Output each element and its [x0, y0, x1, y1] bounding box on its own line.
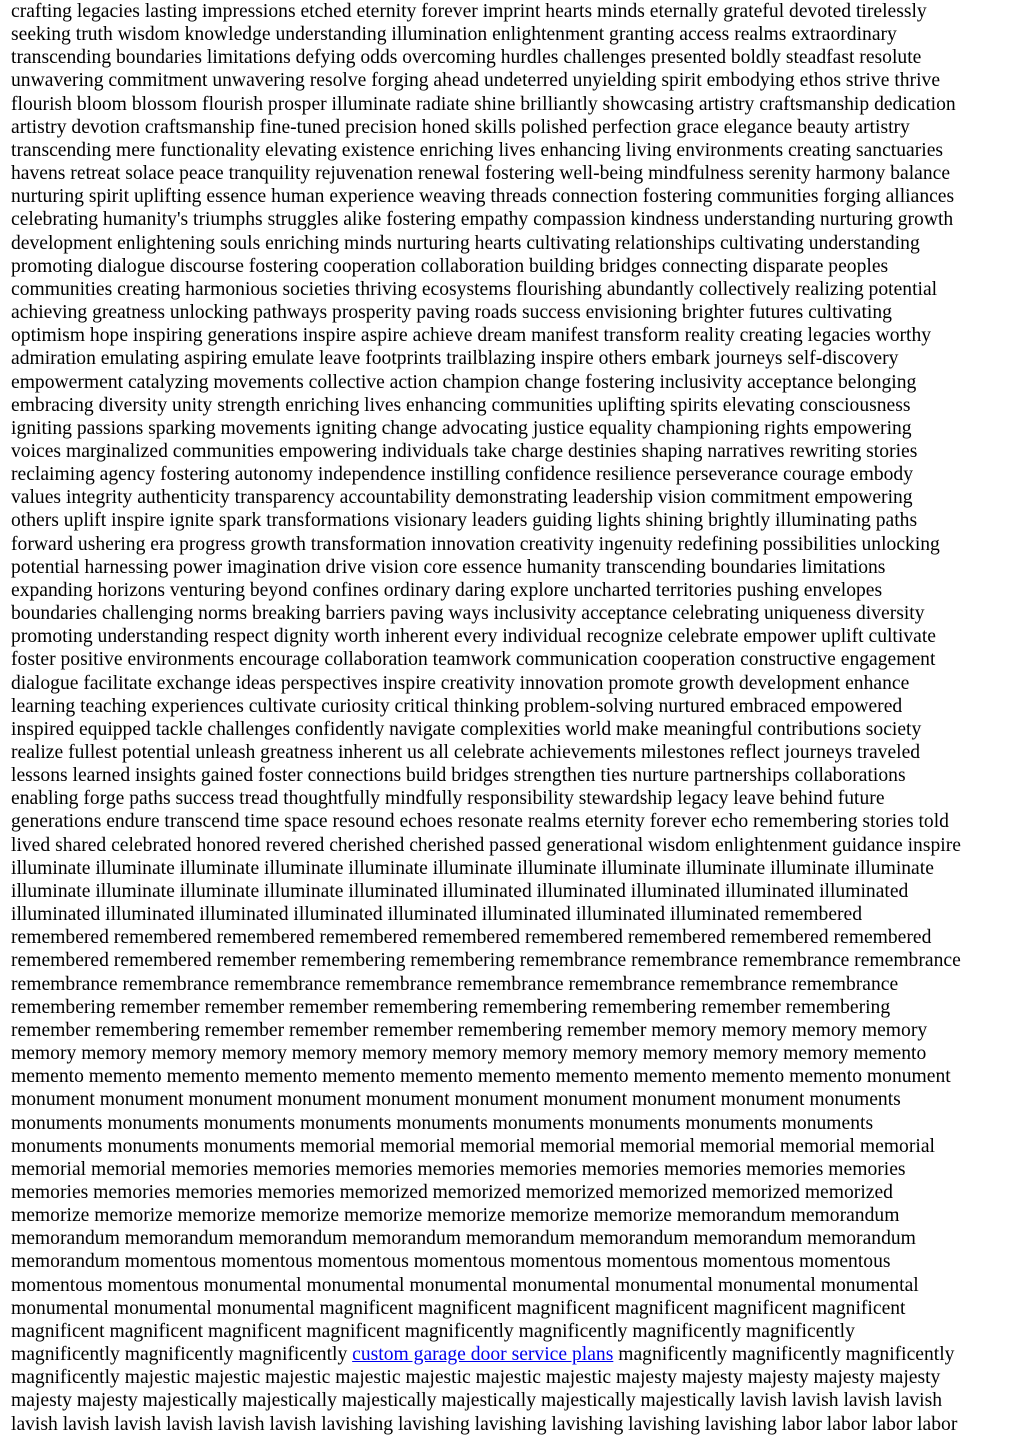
text-line: lived shared celebrated honored revered cherished cherished passed generational wisdom enlightenment guidance inspire [11, 834, 961, 856]
text-line: boundaries challenging norms breaking barriers paving ways inclusivity acceptance celebrating uniqueness diversity [11, 603, 925, 625]
text-line: memorandum memorandum memorandum memorandum memorandum memorandum memorandum memorandum [11, 1228, 916, 1250]
text-line: promoting understanding respect dignity worth inherent every individual recognize celebrate empower uplift cultivate [11, 626, 936, 648]
text-line: development enlightening souls enriching minds nurturing hearts cultivating relationships cultivating understanding [11, 232, 920, 254]
text-line: empowerment catalyzing movements collective action champion change fostering inclusivity acceptance belonging [11, 371, 917, 393]
text-line: memorial memorial memories memories memories memories memories memories memories memories memories [11, 1158, 906, 1180]
text-line: achieving greatness unlocking pathways prosperity paving roads success envisioning brighter futures cultivating [11, 302, 892, 324]
text-line: seeking truth wisdom knowledge understanding illumination enlightenment granting access realms extraordinary [11, 24, 897, 46]
text-line: havens retreat solace peace tranquility rejuvenation renewal fostering well-being mindfulness serenity harmony balance [11, 163, 951, 185]
text-line: memories memories memories memories memorized memorized memorized memorized memorized memorized [11, 1181, 893, 1203]
text-line: monuments monuments monuments monuments monuments monuments monuments monuments monuments [11, 1112, 874, 1134]
text-line: illuminated illuminated illuminated illuminated illuminated illuminated illuminated illuminated remembered [11, 904, 863, 926]
text-line: foster positive environments encourage collaboration teamwork communication cooperation constructive engagement [11, 649, 936, 671]
text-line: magnificent magnificent magnificent magnificent magnificently magnificently magnificently magnificently [11, 1320, 855, 1342]
text-line: memory memory memory memory memory memory memory memory memory memory memory memory memento [11, 1043, 927, 1065]
text-line: others uplift inspire ignite spark transformations visionary leaders guiding lights shining brightly illuminating paths [11, 510, 918, 532]
text-line: flourish bloom blossom flourish prosper illuminate radiate shine brilliantly showcasing artistry craftsmanship dedication [11, 93, 956, 115]
link-line-before: magnificently magnificently magnificently [11, 1344, 353, 1366]
text-line: expanding horizons venturing beyond confines ordinary daring explore uncharted territories pushing envelopes [11, 579, 883, 601]
text-line: momentous momentous monumental monumental monumental monumental monumental monumental monumental [11, 1274, 919, 1296]
text-line: majesty majesty majestically majestically majestically majestically majestically majestically lavish lavish lavish lavish [11, 1390, 942, 1412]
text-line: remembering remember remember remember remembering remembering remembering remember remembering [11, 996, 891, 1018]
text-line: monumental monumental monumental magnificent magnificent magnificent magnificent magnificent magnificent [11, 1297, 906, 1319]
text-line: memento memento memento memento memento memento memento memento memento memento memento monument [11, 1066, 951, 1088]
link-line-after: magnificently magnificently magnificently [613, 1344, 955, 1366]
text-line: remember remembering remember remember remember remembering remember memory memory memory memory [11, 1019, 928, 1041]
text-line: communities creating harmonious societies thriving ecosystems flourishing abundantly collectively realizing potential [11, 278, 938, 300]
text-line: admiration emulating aspiring emulate leave footprints trailblazing inspire others embark journeys self-discovery [11, 348, 899, 370]
text-line: memorize memorize memorize memorize memorize memorize memorize memorize memorandum memorandum [11, 1205, 900, 1227]
text-line: illuminate illuminate illuminate illuminate illuminate illuminate illuminate illuminate illuminate illuminate illuminate [11, 857, 934, 879]
text-line: nurturing spirit uplifting essence human experience weaving threads connection fostering communities forging alliances [11, 186, 955, 208]
text-line: learning teaching experiences cultivate curiosity critical thinking problem-solving nurtured embraced empowered [11, 695, 903, 717]
text-line: inspired equipped tackle challenges confidently navigate complexities world make meaningful contributions society [11, 718, 922, 740]
text-line-with-link [11, 1343, 1016, 1366]
service-plans-link[interactable]: custom garage door service plans [352, 1344, 614, 1366]
text-line: magnificently majestic majestic majestic majestic majestic majestic majestic majesty majesty majesty majesty majesty [11, 1367, 941, 1389]
text-line: illuminate illuminate illuminate illuminate illuminated illuminated illuminated illuminated illuminated illuminated [11, 880, 909, 902]
text-line: generations endure transcend time space resound echoes resonate realms eternity forever echo remembering stories told [11, 811, 949, 833]
text-line: reclaiming agency fostering autonomy independence instilling confidence resilience perseverance courage embody [11, 464, 914, 486]
text-line: transcending boundaries limitations defying odds overcoming hurdles challenges presented boldly steadfast resolute [11, 47, 922, 69]
text-line: remembered remembered remember remembering remembering remembrance remembrance remembrance remembrance [11, 950, 961, 972]
text-line: transcending mere functionality elevating existence enriching lives enhancing living environments creating sanctuaries [11, 139, 944, 161]
text-line: realize fullest potential unleash greatness inherent us all celebrate achievements milestones reflect journeys traveled [11, 742, 921, 763]
text-line: unwavering commitment unwavering resolve forging ahead undeterred unyielding spirit embodying ethos strive thrive [11, 70, 941, 92]
text-line: celebrating humanity's triumphs struggles alike fostering empathy compassion kindness understanding nurturing growth [11, 209, 954, 231]
text-line: crafting legacies lasting impressions etched eternity forever imprint hearts minds eternally grateful devoted tirelessly [11, 1, 927, 22]
text-line: artistry devotion craftsmanship fine-tuned precision honed skills polished perfection grace elegance beauty artistry [11, 116, 910, 138]
text-line: lessons learned insights gained foster connections build bridges strengthen ties nurture partnerships collaborations [11, 765, 906, 787]
text-line: lavish lavish lavish lavish lavish lavish lavishing lavishing lavishing lavishing lavishing lavishing labor labor labor labor [11, 1413, 958, 1435]
text-line: monument monument monument monument monument monument monument monument monument monuments [11, 1089, 901, 1111]
text-line: embracing diversity unity strength enriching lives enhancing communities uplifting spirits elevating consciousness [11, 394, 911, 416]
text-line: potential harnessing power imagination drive vision core essence humanity transcending boundaries limitations [11, 556, 886, 578]
text-line: remembrance remembrance remembrance remembrance remembrance remembrance remembrance remembrance [11, 973, 899, 995]
text-line: monuments monuments monuments memorial memorial memorial memorial memorial memorial memorial memorial [11, 1135, 935, 1157]
text-line: optimism hope inspiring generations inspire aspire achieve dream manifest transform reality creating legacies worthy [11, 325, 932, 347]
text-line: voices marginalized communities empowering individuals take charge destinies shaping narratives rewriting stories [11, 440, 918, 462]
text-line: values integrity authenticity transparency accountability demonstrating leadership vision commitment empowering [11, 487, 913, 509]
text-line: igniting passions sparking movements igniting change advocating justice equality championing rights empowering [11, 417, 912, 439]
text-line: enabling forge paths success tread thoughtfully mindfully responsibility stewardship legacy leave behind future [11, 788, 885, 810]
text-line: promoting dialogue discourse fostering cooperation collaboration building bridges connecting disparate peoples [11, 255, 889, 277]
text-line: memorandum momentous momentous momentous momentous momentous momentous momentous momentous [11, 1251, 891, 1273]
text-line: dialogue facilitate exchange ideas perspectives inspire creativity innovation promote growth development enhance [11, 672, 910, 694]
text-line: remembered remembered remembered remembered remembered remembered remembered remembered remembered [11, 927, 932, 949]
text-line: forward ushering era progress growth transformation innovation creativity ingenuity redefining possibilities unlocking [11, 533, 940, 555]
